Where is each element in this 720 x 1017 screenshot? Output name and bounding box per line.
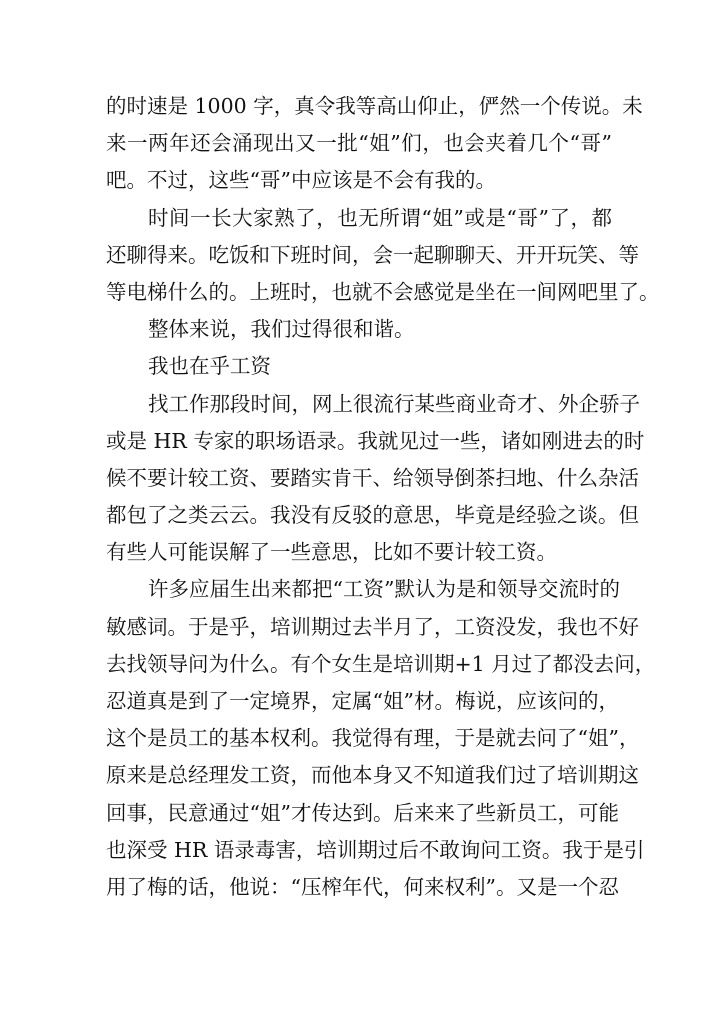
text-line: 整体来说，我们过得很和谐。: [148, 317, 415, 342]
text-line: 原来是总经理发工资，而他本身又不知道我们过了培训期这: [106, 763, 639, 788]
text-line: 的时速是 1000 字，真令我等高山仰止，俨然一个传说。未: [106, 94, 643, 118]
text-line: 吧。不过，这些“哥”中应该是不会有我的。: [106, 168, 496, 193]
text-line: 许多应届生出来都把“工资”默认为是和领导交流时的: [148, 577, 620, 602]
text-line: 等电梯什么的。上班时，也就不会感觉是坐在一间网吧里了。: [106, 279, 660, 304]
text-line: 忍道真是到了一定境界，定属“姐”材。梅说，应该问的，: [106, 689, 619, 713]
text-line: 找工作那段时间，网上很流行某些商业奇才、外企骄子: [148, 391, 640, 416]
text-line: 都包了之类云云。我没有反驳的意思，毕竟是经验之谈。但: [106, 503, 639, 528]
text-line: 时间一长大家熟了，也无所谓“姐”或是“哥”了，都: [148, 205, 612, 230]
text-line: 来一两年还会涌现出又一批“姐”们，也会夹着几个“哥”: [106, 131, 612, 156]
text-line: 这个是员工的基本权利。我觉得有理，于是就去问了“姐”，: [106, 726, 640, 751]
text-line: 有些人可能误解了一些意思，比如不要计较工资。: [106, 540, 557, 565]
text-line: 还聊得来。吃饭和下班时间，会一起聊聊天、开开玩笑、等: [106, 242, 639, 267]
text-line: 也深受 HR 语录毒害，培训期过后不敢询问工资。我于是引: [106, 837, 645, 862]
text-line: 用了梅的话，他说：“压榨年代，何来权利”。又是一个忍: [106, 874, 619, 899]
text-line: 敏感词。于是乎，培训期过去半月了，工资没发，我也不好: [106, 614, 639, 639]
body-text: [106, 88, 660, 906]
text-line: 或是 HR 专家的职场语录。我就见过一些，诸如刚进去的时: [106, 428, 645, 453]
text-line: 回事，民意通过“姐”才传达到。后来来了些新员工，可能: [106, 800, 619, 825]
text-line: 候不要计较工资、要踏实肯干、给领导倒茶扫地、什么杂活: [106, 465, 639, 490]
text-line: 我也在乎工资: [148, 354, 271, 379]
text-line: 去找领导问为什么。有个女生是培训期+1 月过了都没去问，: [106, 651, 656, 676]
